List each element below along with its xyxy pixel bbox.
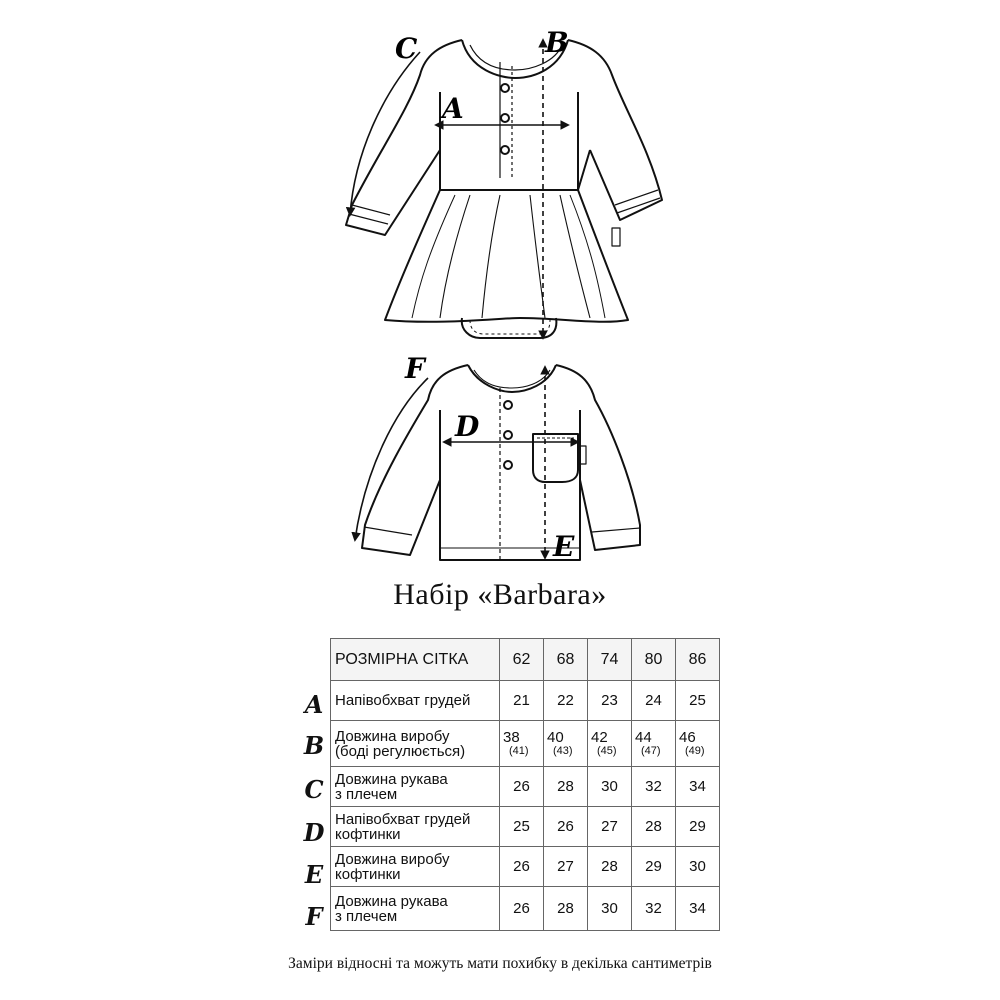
measurement-label-a: A (442, 92, 464, 125)
row-label-line2: кофтинки (335, 825, 401, 843)
table-cell: 23 (588, 681, 632, 721)
table-cell: 32 (632, 887, 676, 931)
table-cell: 26 (500, 847, 544, 887)
table-cell: 22 (544, 681, 588, 721)
table-cell: 26 (544, 807, 588, 847)
table-cell: 30 (588, 767, 632, 807)
table-cell: 25 (500, 807, 544, 847)
measurement-label-e: E (553, 530, 575, 563)
table-cell: 30 (676, 847, 720, 887)
table-cell: 30 (588, 887, 632, 931)
row-letter-c: C (304, 775, 324, 804)
row-label (331, 721, 500, 767)
table-header-label: РОЗМІРНА СІТКА (331, 639, 500, 681)
row-label (331, 807, 500, 847)
cell-value: 40 (547, 729, 564, 746)
size-table (330, 638, 720, 931)
row-label-line2: з плечем (335, 907, 398, 925)
table-cell: 28 (544, 887, 588, 931)
jacket-drawing (362, 365, 640, 560)
row-label-line1: Довжина рукава (335, 892, 448, 910)
row-label-line1: Напівобхват грудей (335, 810, 471, 828)
cell-alt-value: (41) (509, 745, 529, 757)
table-cell: 25 (676, 681, 720, 721)
size-header: 68 (544, 639, 588, 681)
table-row (331, 767, 720, 807)
table-row (331, 807, 720, 847)
table-cell: 32 (632, 767, 676, 807)
table-cell: 34 (676, 767, 720, 807)
measurement-label-b: B (545, 26, 569, 59)
table-row (331, 721, 720, 767)
row-label-line1: Довжина виробу (335, 727, 450, 745)
cell-value: 44 (635, 729, 652, 746)
table-cell: 28 (544, 767, 588, 807)
row-letter-e: E (304, 860, 324, 889)
table-cell (500, 721, 544, 767)
table-cell: 26 (500, 887, 544, 931)
row-label (331, 767, 500, 807)
table-cell: 27 (588, 807, 632, 847)
cell-alt-value: (47) (641, 745, 661, 757)
table-cell: 34 (676, 887, 720, 931)
table-cell: 27 (544, 847, 588, 887)
row-label-line2: кофтинки (335, 865, 401, 883)
table-cell: 21 (500, 681, 544, 721)
table-cell (588, 721, 632, 767)
size-header: 74 (588, 639, 632, 681)
row-label-line2: з плечем (335, 785, 398, 803)
bodysuit-dress-drawing (346, 40, 662, 338)
table-cell: 26 (500, 767, 544, 807)
table-cell (676, 721, 720, 767)
table-row (331, 847, 720, 887)
row-label (331, 887, 500, 931)
measurement-label-c: C (395, 32, 418, 65)
row-label-line1: Довжина виробу (335, 850, 450, 868)
size-header: 86 (676, 639, 720, 681)
table-row (331, 887, 720, 931)
cell-alt-value: (43) (553, 745, 573, 757)
row-label-line1: Довжина рукава (335, 770, 448, 788)
cell-alt-value: (49) (685, 745, 705, 757)
table-row (331, 681, 720, 721)
row-label-line2: (боді регулюється) (335, 742, 466, 760)
table-cell (632, 721, 676, 767)
cell-value: 42 (591, 729, 608, 746)
measurement-label-f: F (405, 352, 425, 385)
set-title: Набір «Barbara» (393, 578, 607, 611)
size-header: 80 (632, 639, 676, 681)
table-cell (544, 721, 588, 767)
measurement-label-d: D (455, 410, 480, 443)
size-header: 62 (500, 639, 544, 681)
table-header-row (331, 639, 720, 681)
table-cell: 28 (588, 847, 632, 887)
row-label: Напівобхват грудей (331, 681, 500, 721)
table-cell: 24 (632, 681, 676, 721)
measurement-footnote: Заміри відносні та можуть мати похибку в декілька сантиметрів (288, 955, 712, 972)
row-letter-f: F (305, 902, 323, 931)
jacket-measurements (355, 367, 578, 558)
row-letter-b: B (303, 731, 325, 760)
cell-alt-value: (45) (597, 745, 617, 757)
table-cell: 29 (676, 807, 720, 847)
table-cell: 29 (632, 847, 676, 887)
table-cell: 28 (632, 807, 676, 847)
row-letter-d: D (303, 818, 325, 847)
row-label (331, 847, 500, 887)
cell-value: 38 (503, 729, 520, 746)
cell-value: 46 (679, 729, 696, 746)
row-letter-a: A (304, 690, 324, 719)
